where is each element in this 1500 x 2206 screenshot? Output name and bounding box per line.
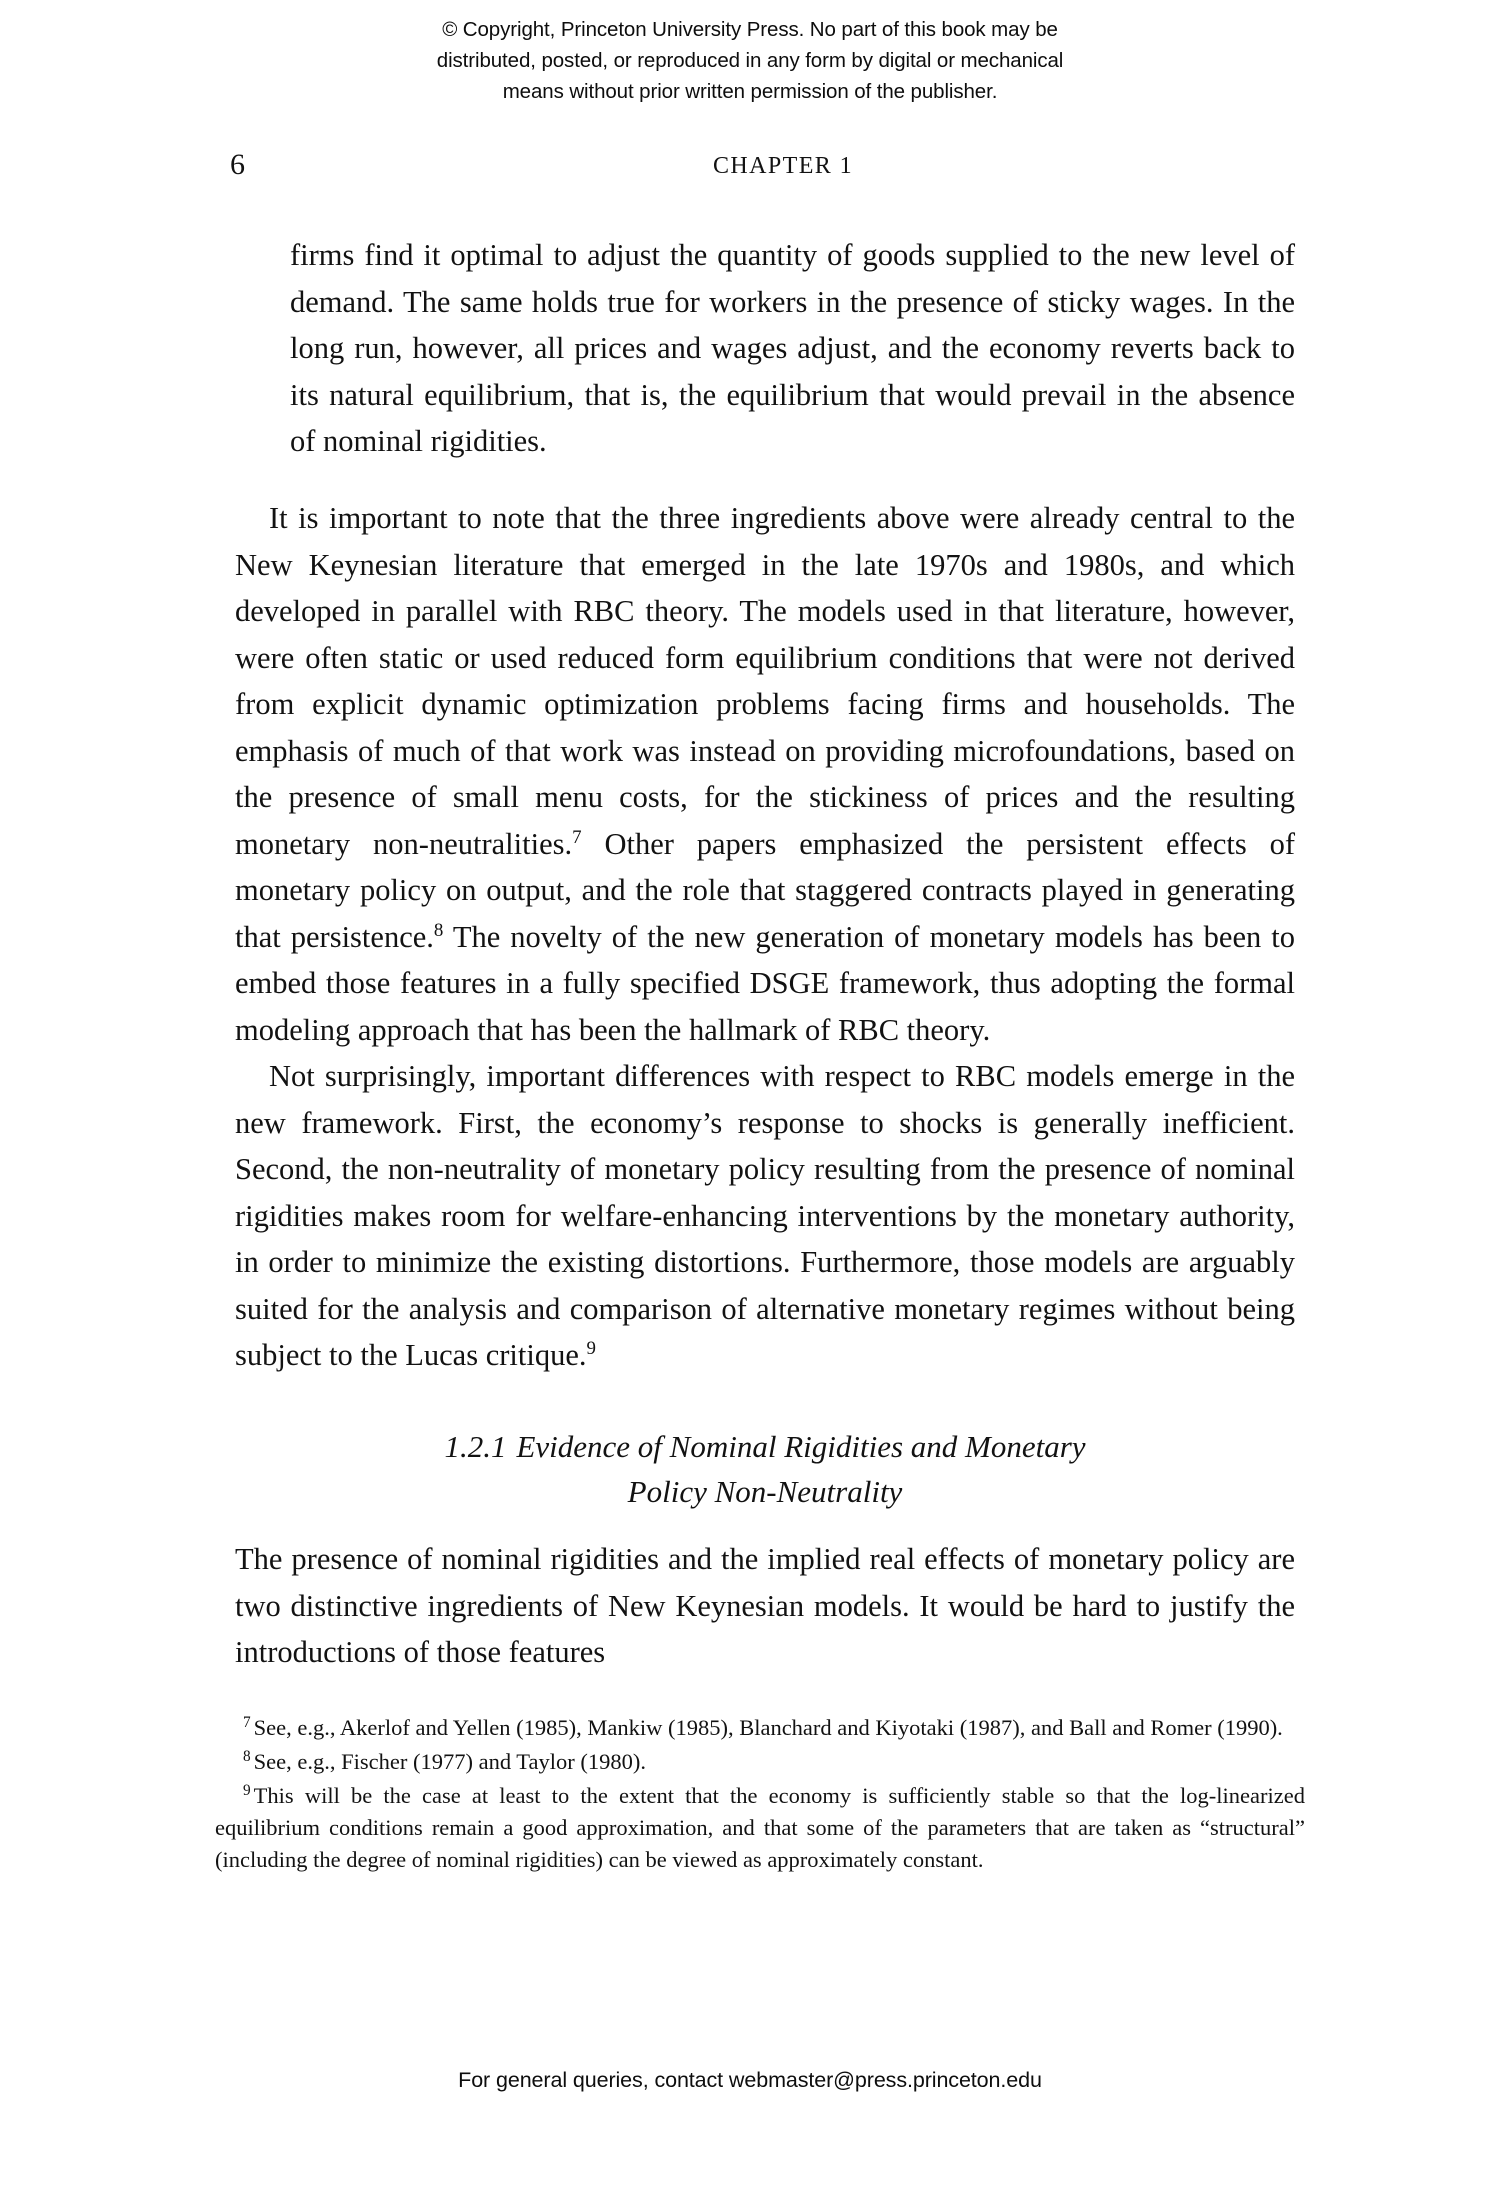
- footnote-8-text: See, e.g., Fischer (1977) and Taylor (1980).: [253, 1749, 646, 1774]
- body-text: [235, 495, 1295, 1379]
- paragraph-2: [235, 495, 1295, 1053]
- page-number: 6: [230, 148, 245, 181]
- copyright-line-1: © Copyright, Princeton University Press. No part of this book may be: [442, 18, 1058, 41]
- copyright-line-2: distributed, posted, or reproduced in any form by digital or mechanical: [436, 49, 1064, 72]
- footnote-marker-9[interactable]: 9: [586, 1337, 596, 1359]
- footnote-8: [215, 1746, 1305, 1778]
- running-head: [230, 148, 1296, 182]
- after-heading-paragraph: The presence of nominal rigidities and the implied real effects of monetary policy are two distinctive ingredients of New Keynesian models. It would be hard to justify the introductions of those features: [235, 1542, 1295, 1669]
- chapter-label: CHAPTER 1: [713, 153, 853, 179]
- section-heading-line-1: [235, 1424, 1295, 1469]
- paragraph-2-part-3: The novelty of the new generation of monetary models has been to embed those features in a fully specified DSGE framework, thus adopting the formal modeling approach that has been the hallmark of RBC theory.: [235, 919, 1295, 1047]
- section-number: 1.2.1: [444, 1429, 507, 1464]
- footnote-8-marker: 8: [243, 1747, 251, 1765]
- paragraph-3-part-1: Not surprisingly, important differences with respect to RBC models emerge in the new framework. First, the economy’s response to shocks is generally inefficient. Second, the non-neutrality of monetary policy resulting from the presence of nominal rigidities makes room for welfare-enhancing interventions by the monetary authority, in order to minimize the existing distortions. Furthermore, those models are arguably suited for the analysis and comparison of alternative monetary regimes without being subject to the Lucas critique.: [235, 1059, 1295, 1372]
- opening-paragraph-block: [290, 232, 1295, 465]
- paragraph-2-part-1: It is important to note that the three ingredients above were already central to the New Keynesian literature that emerged in the late 1970s and 1980s, and which developed in parallel with RBC theory. The models used in that literature, however, were often static or used reduced form equilibrium conditions that were not derived from explicit dynamic optimization problems facing firms and households. The emphasis of much of that work was instead on providing microfoundations, based on the presence of small menu costs, for the stickiness of prices and the resulting monetary non-neutralities.: [235, 501, 1295, 861]
- section-heading: [235, 1424, 1295, 1514]
- section-title-line-1: Evidence of Nominal Rigidities and Monetary: [516, 1429, 1086, 1464]
- footnote-9-marker: 9: [243, 1781, 251, 1799]
- footnotes: [215, 1712, 1305, 1878]
- section-heading-line-2: Policy Non-Neutrality: [627, 1474, 903, 1509]
- footnote-9: [215, 1780, 1305, 1876]
- footnote-9-text: This will be the case at least to the extent that the economy is sufficiently stable so that the log-linearized equilibrium conditions remain a good approximation, and that some of the parameters that are taken as “structural” (including the degree of nominal rigidities) can be viewed as approximately constant.: [215, 1783, 1305, 1872]
- footnote-7-text: See, e.g., Akerlof and Yellen (1985), Mankiw (1985), Blanchard and Kiyotaki (1987), and Ball and Romer (1990).: [253, 1715, 1283, 1740]
- copyright-notice: [250, 14, 1250, 107]
- copyright-line-3: means without prior written permission of the publisher.: [502, 80, 998, 103]
- opening-paragraph: firms find it optimal to adjust the quantity of goods supplied to the new level of demand. The same holds true for workers in the presence of sticky wages. In the long run, however, all prices and wages adjust, and the economy reverts back to its natural equilibrium, that is, the equilibrium that would prevail in the absence of nominal rigidities.: [290, 238, 1295, 458]
- footnote-7: [215, 1712, 1305, 1744]
- paragraph-3: [235, 1053, 1295, 1379]
- page-footer: For general queries, contact webmaster@press.princeton.edu: [458, 2068, 1042, 2092]
- paragraph-2-part-2: Other papers emphasized the persistent effects of monetary policy on output, and the role that staggered contracts played in generating that persistence.: [235, 826, 1296, 954]
- after-heading-block: [235, 1536, 1295, 1676]
- footnote-7-marker: 7: [243, 1713, 251, 1731]
- footnote-marker-7[interactable]: 7: [572, 826, 582, 848]
- footnote-marker-8[interactable]: 8: [433, 919, 444, 941]
